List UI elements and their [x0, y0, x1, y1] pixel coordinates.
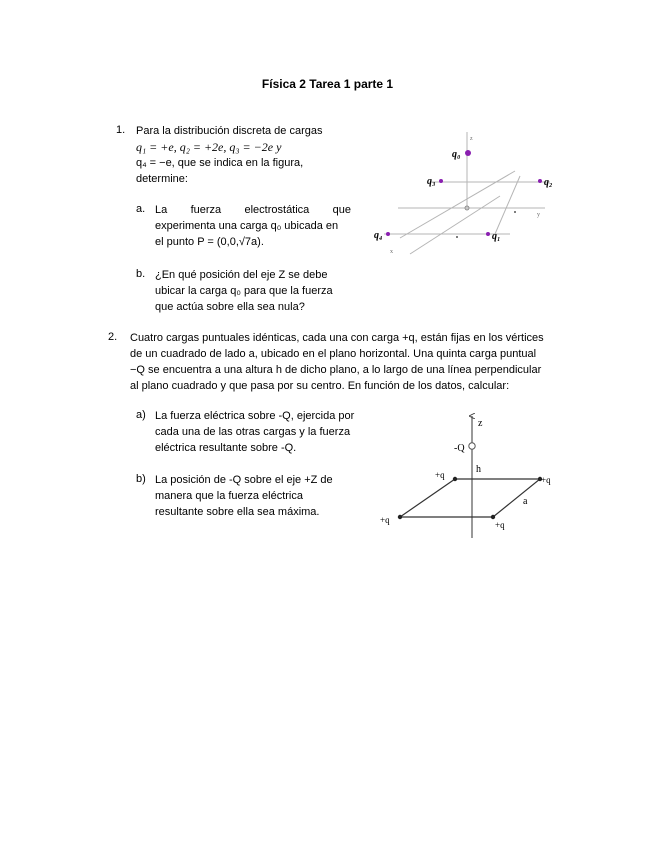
- charge-pos-q-back-left: [453, 477, 457, 481]
- problem-2-text: [130, 330, 570, 394]
- p1-b-line-3: que actúa sobre ella sea nula?: [155, 301, 305, 313]
- label-pos-q-front-left: +q: [380, 515, 390, 525]
- p1-a-line-3: el punto P = (0,0,√7a).: [155, 236, 264, 248]
- label-h: h: [476, 464, 481, 475]
- y-axis-label: y: [537, 212, 540, 218]
- p2-b-label: b): [136, 473, 146, 485]
- page-title: Física 2 Tarea 1 parte 1: [261, 77, 394, 91]
- square-plane: [400, 479, 540, 517]
- charge-pos-q-front-left: [398, 515, 402, 519]
- charge-q4: [386, 232, 390, 236]
- charge-q1: [486, 232, 490, 236]
- small-dot: [456, 236, 458, 238]
- p2-b-line-2: manera que la fuerza eléctrica: [155, 490, 303, 502]
- p2-a-text: [155, 408, 370, 456]
- charge-q0: [465, 150, 471, 156]
- p1-a-text: [155, 202, 351, 250]
- figure-square-charges: [375, 412, 575, 542]
- x-axis-label: x: [390, 249, 393, 255]
- figure-charge-distribution: [370, 126, 570, 266]
- p1-b-line-1: ¿En qué posición del eje Z se debe: [155, 269, 328, 281]
- z-axis-label: z: [470, 136, 473, 142]
- p2-line-1: Cuatro cargas puntuales idénticas, cada una con carga +q, están fijas en los vértices: [130, 332, 544, 344]
- label-pos-q-back-left: +q: [435, 470, 445, 480]
- p2-line-2: de un cuadrado de lado a, ubicado en el plano horizontal. Una quinta carga puntual: [130, 348, 537, 360]
- charge-q2: [538, 179, 542, 183]
- p1-b-line-2: ubicar la carga q₀ para que la fuerza: [155, 285, 333, 297]
- p1-intro-line-1: Para la distribución discreta de cargas: [136, 125, 323, 137]
- p1-a-line-1: La fuerza electrostática que: [155, 204, 351, 216]
- p2-a-line-1: La fuerza eléctrica sobre -Q, ejercida por: [155, 410, 355, 422]
- p2-a-line-3: eléctrica resultante sobre -Q.: [155, 442, 297, 454]
- p1-b-text: [155, 267, 351, 315]
- label-side-a: a: [523, 496, 528, 507]
- z-axis-label: z: [478, 418, 483, 429]
- label-pos-q-back-right: +q: [541, 475, 551, 485]
- p2-b-line-1: La posición de -Q sobre el eje +Z de: [155, 474, 333, 486]
- p1-a-label: a.: [136, 203, 146, 215]
- p1-b-label: b.: [136, 268, 146, 280]
- p2-line-3: −Q se encuentra a una altura h de dicho plano, a lo largo de una línea perpendicular: [130, 364, 542, 376]
- label-q4: q₄: [374, 230, 383, 241]
- charge-neg-q: [469, 443, 475, 449]
- charge-q3: [439, 179, 443, 183]
- p1-intro-line-4: determine:: [136, 173, 188, 185]
- p1-a-line-2: experimenta una carga q₀ ubicada en: [155, 220, 339, 232]
- charge-pos-q-front-right: [491, 515, 495, 519]
- label-neg-q: -Q: [454, 443, 465, 454]
- p2-line-4: al plano cuadrado y que pasa por su centro. En función de los datos, calcular:: [130, 380, 510, 392]
- diagonal-axis-2: [410, 196, 500, 254]
- small-dot-2: [514, 211, 516, 213]
- p1-intro-line-3: q₄ = −e, que se indica en la figura,: [136, 157, 304, 169]
- p2-a-label: a): [136, 409, 146, 421]
- p1-intro-line-2: q₁ = +e, q₂ = +2e, q₃ = −2e y: [136, 140, 282, 154]
- p2-b-line-3: resultante sobre ella sea máxima.: [155, 506, 320, 518]
- problem-1-intro: [136, 123, 351, 187]
- label-q1: q₁: [492, 231, 501, 242]
- problem-1-number: 1.: [116, 124, 126, 136]
- right-plane-line: [495, 176, 520, 234]
- label-q0: q₀: [452, 149, 461, 160]
- problem-2-number: 2.: [108, 331, 118, 343]
- p2-a-line-2: cada una de las otras cargas y la fuerza: [155, 426, 351, 438]
- label-q3: q₃: [427, 176, 436, 187]
- label-q2: q₂: [544, 177, 553, 188]
- p2-b-text: [155, 472, 370, 520]
- label-pos-q-front-right: +q: [495, 520, 505, 530]
